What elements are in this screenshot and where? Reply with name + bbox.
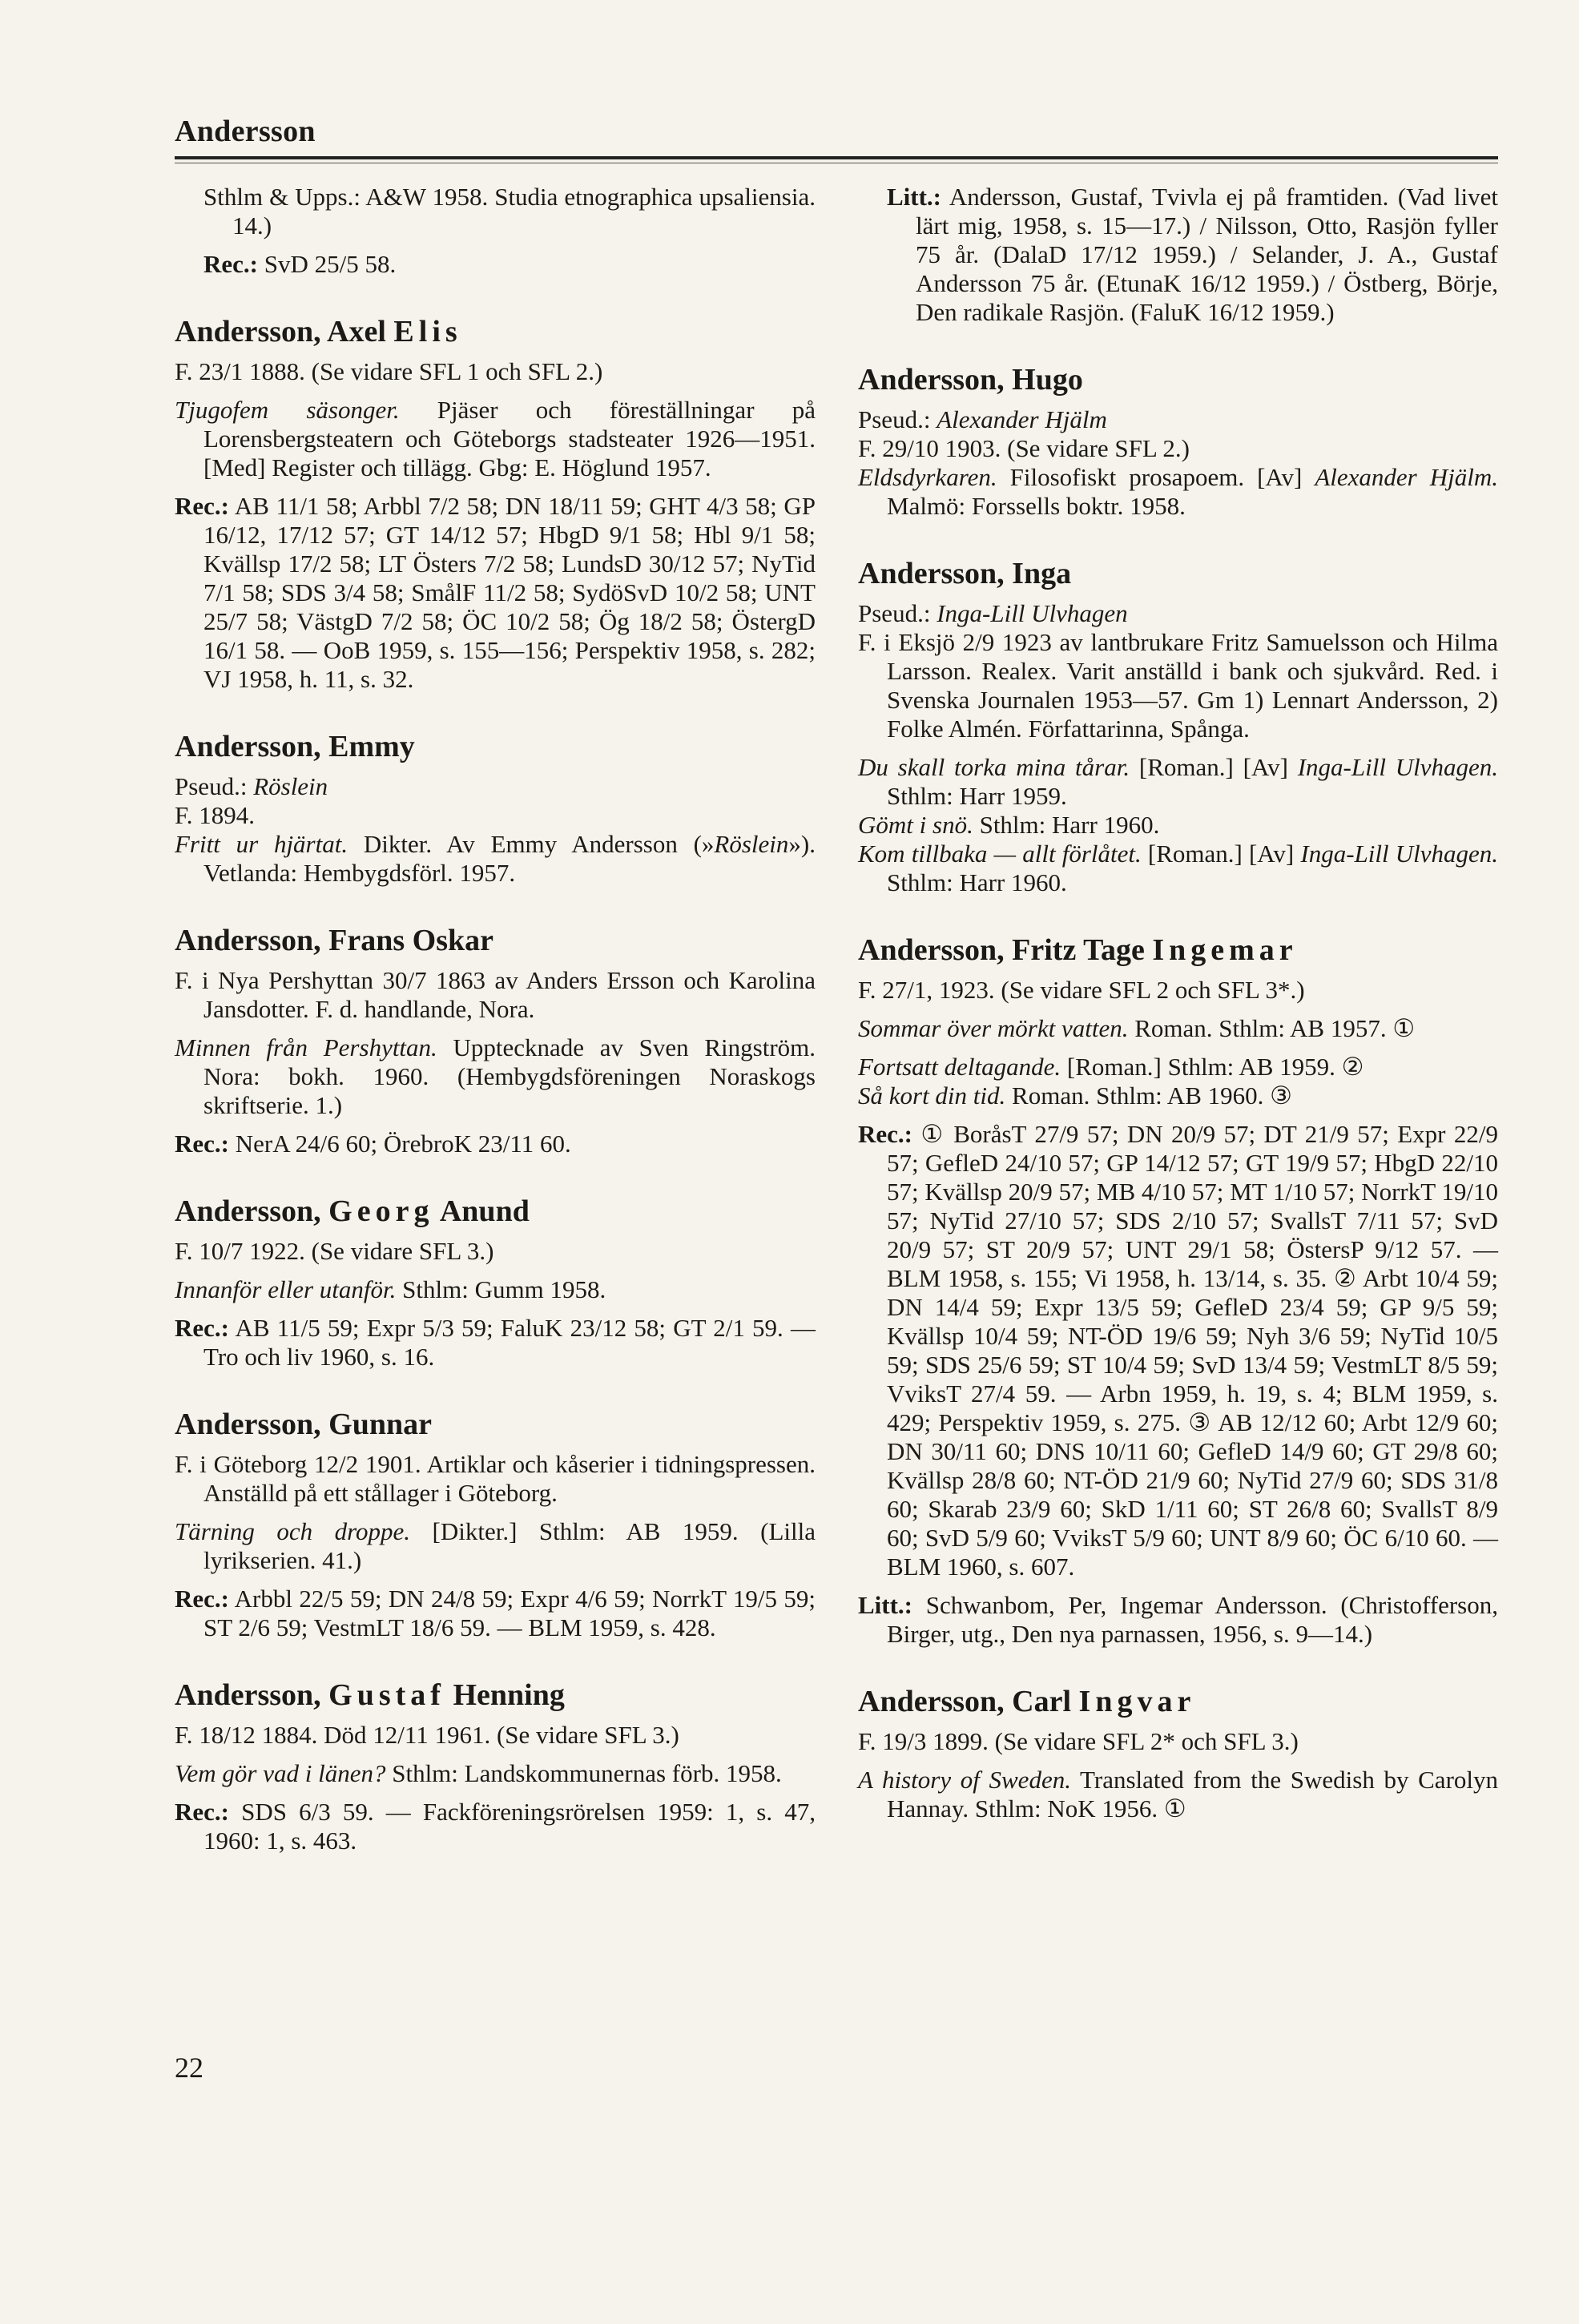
heading-segment: Henning bbox=[445, 1678, 565, 1712]
entry-paragraph bbox=[858, 463, 1498, 521]
entry-paragraph bbox=[175, 1033, 816, 1120]
text-segment: F. 10/7 1922. (Se vidare SFL 3.) bbox=[175, 1237, 494, 1265]
entry-heading bbox=[858, 932, 1498, 968]
entry-heading bbox=[858, 362, 1498, 397]
text-segment: Pjäser och föreställningar på Lorensbergsteatern och Göteborgs stadsteater 1926—1951. [Med] Register och tillägg. Gbg: E. Höglund 1957. bbox=[203, 396, 816, 481]
text-segment: Schwanbom, Per, Ingemar Andersson. (Christofferson, Birger, utg., Den nya parnassen, 1956, s. 9—14.) bbox=[887, 1591, 1498, 1648]
heading-segment: Anund bbox=[433, 1194, 530, 1228]
text-segment: Upptecknade av Sven Ringström. Nora: bokh. 1960. (Hembygdsföreningen Noraskogs skriftserie. 1.) bbox=[203, 1033, 816, 1119]
heading-segment: Andersson, Axel bbox=[175, 315, 394, 348]
title-text: Vem gör vad i länen? bbox=[175, 1759, 386, 1787]
entry-paragraph bbox=[175, 1237, 816, 1266]
entry-heading bbox=[858, 1684, 1498, 1719]
entry-paragraph bbox=[858, 976, 1498, 1005]
section-label: Rec.: bbox=[175, 1798, 229, 1826]
heading-segment: Gustaf bbox=[328, 1678, 445, 1712]
title-text: Så kort din tid. bbox=[858, 1081, 1006, 1110]
entry-paragraph bbox=[175, 966, 816, 1024]
title-text: Fortsatt deltagande. bbox=[858, 1053, 1061, 1081]
section-label: Rec.: bbox=[858, 1120, 912, 1148]
entry-paragraph bbox=[175, 1314, 816, 1371]
text-segment: Roman. Sthlm: AB 1960. ③ bbox=[1005, 1081, 1292, 1110]
text-segment: NerA 24/6 60; ÖrebroK 23/11 60. bbox=[228, 1130, 571, 1158]
text-segment: Sthlm: Harr 1960. bbox=[973, 811, 1160, 839]
text-segment: F. 23/1 1888. (Se vidare SFL 1 och SFL 2.) bbox=[175, 357, 603, 385]
title-text: Inga-Lill Ulvhagen bbox=[937, 599, 1128, 627]
entry-paragraph bbox=[175, 1721, 816, 1750]
header-rule bbox=[175, 156, 1498, 159]
text-segment: F. i Eksjö 2/9 1923 av lantbrukare Fritz Samuelsson och Hilma Larsson. Realex. Varit anställd i bank och sjukvård. Red. i Svenska Journalen 1953—57. Gm 1) Lennart Andersson, 2) Folke Almén. Författarinna, Spånga. bbox=[858, 628, 1498, 743]
entry-paragraph bbox=[858, 753, 1498, 811]
text-segment: F. 18/12 1884. Död 12/11 1961. (Se vidare SFL 3.) bbox=[175, 1721, 679, 1749]
title-text: Tjugofem säsonger. bbox=[175, 396, 400, 424]
heading-segment: Andersson, Inga bbox=[858, 557, 1072, 590]
heading-segment: Elis bbox=[393, 315, 462, 348]
text-segment: Sthlm: Harr 1960. bbox=[887, 868, 1067, 896]
heading-segment: Andersson, Carl bbox=[858, 1685, 1079, 1718]
entry-paragraph bbox=[175, 396, 816, 482]
text-segment: Roman. Sthlm: AB 1957. ① bbox=[1128, 1014, 1416, 1042]
heading-segment: Andersson, Gunnar bbox=[175, 1408, 432, 1441]
section-label: Rec.: bbox=[175, 1585, 229, 1613]
text-segment: Translated from the Swedish by Carolyn Hannay. Sthlm: NoK 1956. ① bbox=[887, 1766, 1498, 1823]
title-text: Röslein bbox=[253, 772, 328, 800]
text-segment: Sthlm & Upps.: A&W 1958. Studia etnographica upsaliensia. 14.) bbox=[203, 183, 816, 240]
title-text: Du skall torka mina tårar. bbox=[858, 753, 1130, 781]
title-text: Fritt ur hjärtat. bbox=[175, 830, 348, 858]
entry-heading bbox=[175, 1407, 816, 1442]
section-label: Rec.: bbox=[175, 1314, 229, 1342]
title-text: Gömt i snö. bbox=[858, 811, 973, 839]
section-label: Litt.: bbox=[858, 1591, 913, 1619]
entry-continuation bbox=[203, 183, 816, 279]
text-segment: SDS 6/3 59. — Fackföreningsrörelsen 1959: 1, s. 47, 1960: 1, s. 463. bbox=[203, 1798, 816, 1855]
entry-paragraph bbox=[175, 357, 816, 386]
entry-paragraph bbox=[858, 1766, 1498, 1823]
title-text: Inga-Lill Ulvhagen. bbox=[1297, 753, 1498, 781]
text-segment: Sthlm: Landskommunernas förb. 1958. bbox=[385, 1759, 782, 1787]
text-segment: Malmö: Forssells boktr. 1958. bbox=[887, 492, 1186, 520]
entry-paragraph bbox=[175, 492, 816, 694]
entry-paragraph bbox=[175, 1517, 816, 1575]
title-text: Inga-Lill Ulvhagen. bbox=[1300, 840, 1499, 868]
entry bbox=[858, 932, 1498, 1649]
section-label: Rec.: bbox=[203, 250, 258, 278]
entry-paragraph bbox=[858, 1014, 1498, 1043]
entry-paragraph bbox=[175, 801, 816, 830]
entry-paragraph bbox=[858, 1053, 1498, 1081]
title-text: Kom tillbaka — allt förlåtet. bbox=[858, 840, 1142, 868]
entry-heading bbox=[175, 1678, 816, 1713]
entry-paragraph bbox=[858, 405, 1498, 434]
entry-paragraph bbox=[858, 628, 1498, 743]
text-segment: »). Vetlanda: Hembygdsförl. 1957. bbox=[203, 830, 816, 887]
entry-paragraph bbox=[175, 1130, 816, 1158]
entry-paragraph bbox=[858, 1120, 1498, 1581]
text-segment: [Roman.] [Av] bbox=[1141, 840, 1301, 868]
entry bbox=[175, 1407, 816, 1642]
text-segment: F. i Nya Pershyttan 30/7 1863 av Anders Ersson och Karolina Jansdotter. F. d. handlande, Nora. bbox=[175, 966, 816, 1023]
heading-segment: Andersson, Hugo bbox=[858, 363, 1083, 397]
entry-continuation bbox=[887, 183, 1498, 327]
title-text: Minnen från Pershyttan. bbox=[175, 1033, 437, 1061]
heading-segment: Andersson, Frans Oskar bbox=[175, 924, 493, 957]
entry-heading bbox=[175, 1194, 816, 1229]
text-segment: AB 11/5 59; Expr 5/3 59; FaluK 23/12 58; GT 2/1 59. — Tro och liv 1960, s. 16. bbox=[203, 1314, 816, 1371]
text-segment: Arbbl 22/5 59; DN 24/8 59; Expr 4/6 59; NorrkT 19/5 59; ST 2/6 59; VestmLT 18/6 59. — BLM 1959, s. 428. bbox=[203, 1585, 816, 1641]
text-segment: F. 19/3 1899. (Se vidare SFL 2* och SFL 3.) bbox=[858, 1727, 1299, 1755]
heading-segment: Andersson, bbox=[175, 1194, 329, 1228]
heading-segment: Georg bbox=[328, 1194, 434, 1228]
entry-paragraph bbox=[175, 1759, 816, 1788]
entry-paragraph bbox=[175, 772, 816, 801]
title-text: Sommar över mörkt vatten. bbox=[858, 1014, 1129, 1042]
entry bbox=[175, 1678, 816, 1855]
right-column bbox=[858, 183, 1498, 1859]
entry-paragraph bbox=[175, 830, 816, 888]
heading-segment: Andersson, Emmy bbox=[175, 730, 415, 763]
entry-paragraph bbox=[858, 1081, 1498, 1110]
title-text: Alexander Hjälm. bbox=[1315, 463, 1498, 491]
text-segment: Sthlm: Gumm 1958. bbox=[396, 1275, 606, 1303]
heading-segment: Ingvar bbox=[1078, 1685, 1196, 1718]
title-text: A history of Sweden. bbox=[858, 1766, 1071, 1794]
entry bbox=[858, 556, 1498, 897]
section-label: Rec.: bbox=[175, 1130, 229, 1158]
section-label: Rec.: bbox=[175, 492, 229, 520]
text-segment: Andersson, Gustaf, Tvivla ej på framtiden. (Vad livet lärt mig, 1958, s. 15—17.) / Nilsson, Otto, Rasjön fyller 75 år. (DalaD 17/12 1959.) / Selander, J. A., Gustaf Andersson 75 år. (EtunaK 16/12 1959.) / Östberg, Börje, Den radikale Rasjön. (FaluK 16/12 1959.) bbox=[916, 183, 1498, 326]
text-segment: Pseud.: bbox=[858, 599, 937, 627]
text-segment: AB 11/1 58; Arbbl 7/2 58; DN 18/11 59; GHT 4/3 58; GP 16/12, 17/12 57; GT 14/12 57; HbgD 9/1 58; Hbl 9/1 58; Kvällsp 17/2 58; LT Östers 7/2 58; LundsD 30/12 57; NyTid 7/1 58; SDS 3/4 58; SmålF 11/2 58; SydöSvD 10/2 58; UNT 25/7 58; VästgD 7/2 58; ÖC 10/2 58; Ög 18/2 58; ÖstergD 16/1 58. — OoB 1959, s. 155—156; Perspektiv 1958, s. 282; VJ 1958, h. 11, s. 32. bbox=[203, 492, 816, 693]
title-text: Alexander Hjälm bbox=[937, 405, 1107, 433]
running-title: Andersson bbox=[175, 115, 316, 148]
entry bbox=[175, 729, 816, 888]
entry bbox=[175, 923, 816, 1158]
entry-paragraph bbox=[858, 1591, 1498, 1649]
title-text: Innanför eller utanför. bbox=[175, 1275, 397, 1303]
text-segment: F. i Göteborg 12/2 1901. Artiklar och kåserier i tidningspressen. Anställd på ett stållager i Göteborg. bbox=[175, 1450, 816, 1507]
entry-paragraph bbox=[858, 599, 1498, 628]
entry bbox=[175, 314, 816, 694]
page-number: 22 bbox=[175, 2052, 203, 2084]
entry-heading bbox=[858, 556, 1498, 591]
entry-paragraph bbox=[175, 1585, 816, 1642]
entry-paragraph bbox=[858, 811, 1498, 840]
title-text: Röslein bbox=[714, 830, 789, 858]
entry-heading bbox=[175, 729, 816, 764]
entry-paragraph bbox=[858, 434, 1498, 463]
heading-segment: Andersson, bbox=[175, 1678, 329, 1712]
entry bbox=[858, 1684, 1498, 1823]
heading-segment: Ingemar bbox=[1152, 933, 1298, 967]
text-segment: Dikter. Av Emmy Andersson (» bbox=[348, 830, 715, 858]
text-segment: Pseud.: bbox=[175, 772, 254, 800]
entry-paragraph bbox=[203, 183, 816, 240]
text-segment: [Roman.] Sthlm: AB 1959. ② bbox=[1061, 1053, 1364, 1081]
text-segment: Sthlm: Harr 1959. bbox=[887, 782, 1067, 810]
text-segment: [Roman.] [Av] bbox=[1130, 753, 1298, 781]
entry-heading bbox=[175, 923, 816, 958]
title-text: Tärning och droppe. bbox=[175, 1517, 411, 1545]
text-segment: Filosofiskt prosapoem. [Av] bbox=[997, 463, 1315, 491]
text-segment: F. 1894. bbox=[175, 801, 256, 829]
entry-paragraph bbox=[858, 840, 1498, 897]
entry-paragraph bbox=[175, 1275, 816, 1304]
text-segment: F. 27/1, 1923. (Se vidare SFL 2 och SFL 3*.) bbox=[858, 976, 1305, 1004]
entry-paragraph bbox=[175, 1798, 816, 1855]
entry bbox=[858, 362, 1498, 521]
entry-paragraph bbox=[887, 183, 1498, 327]
title-text: Eldsdyrkaren. bbox=[858, 463, 997, 491]
entry-paragraph bbox=[175, 1450, 816, 1508]
text-segment: Pseud.: bbox=[858, 405, 937, 433]
text-segment: ① BoråsT 27/9 57; DN 20/9 57; DT 21/9 57; Expr 22/9 57; GefleD 24/10 57; GP 14/12 57; GT 19/9 57; HbgD 22/10 57; Kvällsp 20/9 57; MB 4/10 57; MT 1/10 57; NorrkT 19/10 57; NyTid 27/10 57; SDS 2/10 57; SvallsT 7/11 57; SvD 20/9 57; ST 20/9 57; UNT 29/1 58; ÖstersP 9/12 57. — BLM 1958, s. 155; Vi 1958, h. 13/14, s. 35. ② Arbt 10/4 59; DN 14/4 59; Expr 13/5 59; GefleD 23/4 59; GP 9/5 59; Kvällsp 10/4 59; NT-ÖD 19/6 59; Nyh 3/6 59; NyTid 10/5 59; SDS 25/6 59; ST 10/4 59; SvD 13/4 59; VestmLT 8/5 59; VviksT 27/4 59. — Arbn 1959, h. 19, s. 4; BLM 1959, s. 429; Perspektiv 1959, s. 275. ③ AB 12/12 60; Arbt 12/9 60; DN 30/11 60; DNS 10/11 60; GefleD 14/9 60; GT 29/8 60; Kvällsp 28/8 60; NT-ÖD 21/9 60; NyTid 27/9 60; SDS 31/8 60; Skarab 23/9 60; SkD 1/11 60; ST 26/8 60; SvallsT 8/9 60; SvD 5/9 60; VviksT 5/9 60; UNT 8/9 60; ÖC 6/10 60. — BLM 1960, s. 607. bbox=[887, 1120, 1498, 1581]
entry-paragraph bbox=[203, 250, 816, 279]
left-column bbox=[175, 183, 816, 1891]
text-segment: SvD 25/5 58. bbox=[257, 250, 397, 278]
text-segment: F. 29/10 1903. (Se vidare SFL 2.) bbox=[858, 434, 1190, 462]
entry-paragraph bbox=[858, 1727, 1498, 1756]
text-segment: [Dikter.] Sthlm: AB 1959. (Lilla lyrikserien. 41.) bbox=[203, 1517, 816, 1574]
heading-segment: Andersson, Fritz Tage bbox=[858, 933, 1153, 967]
entry bbox=[175, 1194, 816, 1371]
entry-heading bbox=[175, 314, 816, 349]
section-label: Litt.: bbox=[887, 183, 942, 211]
